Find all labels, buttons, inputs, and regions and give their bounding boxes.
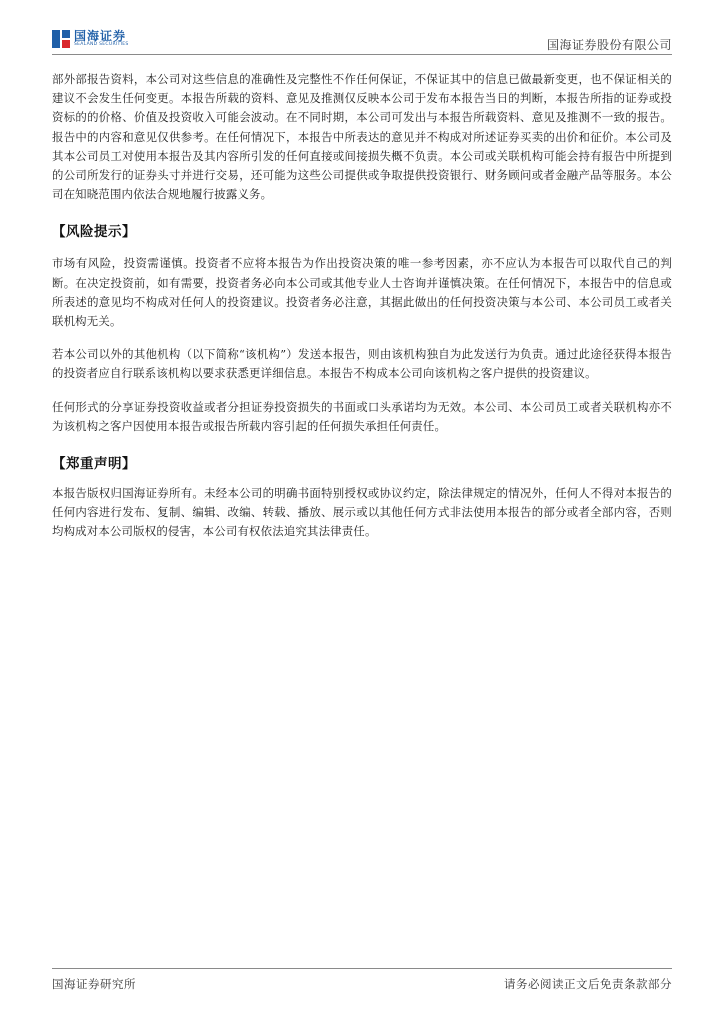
footer-divider <box>52 968 672 969</box>
footer-institute-name: 国海证券研究所 <box>52 977 136 991</box>
disclaimer-content <box>52 70 672 542</box>
company-logo <box>52 30 129 48</box>
logo-english-name: SEALAND SECURITIES <box>74 42 129 48</box>
risk-warning-heading: 【风险提示】 <box>52 224 136 241</box>
risk-paragraph: 市场有风险，投资需谨慎。投资者不应将本报告为作出投资决策的唯一参考因素，亦不应认为本报告可以取代自己的判断。在决定投资前，如有需要，投资者务必向本公司或其他专业人士咨询并谨慎决策。在任何情况下，本报告中的信息或所表述的意见均不构成对任何人的投资建议。投资者务必注意，其据此做出的任何投资决策与本公司、本公司员工或者关联机构无关。 <box>52 256 672 329</box>
logo-mark-icon <box>52 30 70 48</box>
footer-disclaimer-note: 请务必阅读正文后免责条款部分 <box>504 977 672 991</box>
header-company-name: 国海证券股份有限公司 <box>546 38 672 52</box>
risk-paragraph: 任何形式的分享证券投资收益或者分担证券投资损失的书面或口头承诺均为无效。本公司、本公司员工或者关联机构亦不为该机构之客户因使用本报告或报告所载内容引起的任何损失承担任何责任。 <box>52 399 672 433</box>
solemn-statement-heading: 【郑重声明】 <box>52 456 136 473</box>
logo-chinese-name: 国海证券 <box>74 29 127 44</box>
statement-paragraph: 本报告版权归国海证券所有。未经本公司的明确书面特别授权或协议约定，除法律规定的情况外，任何人不得对本报告的任何内容进行发布、复制、编辑、改编、转载、播放、展示或以其他任何方式非法使用本报告的部分或者全部内容，否则均构成对本公司版权的侵害，本公司有权依法追究其法律责任。 <box>52 486 672 539</box>
disclaimer-paragraph: 部外部报告资料，本公司对这些信息的准确性及完整性不作任何保证，不保证其中的信息已做最新变更，也不保证相关的建议不会发生任何变更。本报告所载的资料、意见及推测仅反映本公司于发布本报告当日的判断，本报告所指的证券或投资标的的价格、价值及投资收入可能会波动。在不同时期，本公司可发出与本报告所载资料、意见及推测不一致的报告。报告中的内容和意见仅供参考。在任何情况下，本报告中所表达的意见并不构成对所述证券买卖的出价和征价。本公司及其本公司员工对使用本报告及其内容所引发的任何直接或间接损失概不负责。本公司或关联机构可能会持有报告中所提到的公司所发行的证券头寸并进行交易，还可能为这些公司提供或争取提供投资银行、财务顾问或者金融产品等服务。本公司在知晓范围内依法合规地履行披露义务。 <box>52 72 672 202</box>
page-header <box>52 28 672 54</box>
risk-paragraph: 若本公司以外的其他机构（以下简称“该机构”）发送本报告，则由该机构独自为此发送行为负责。通过此途径获得本报告的投资者应自行联系该机构以要求获悉更详细信息。本报告不构成本公司向该机构之客户提供的投资建议。 <box>52 347 672 381</box>
header-divider <box>52 54 672 55</box>
